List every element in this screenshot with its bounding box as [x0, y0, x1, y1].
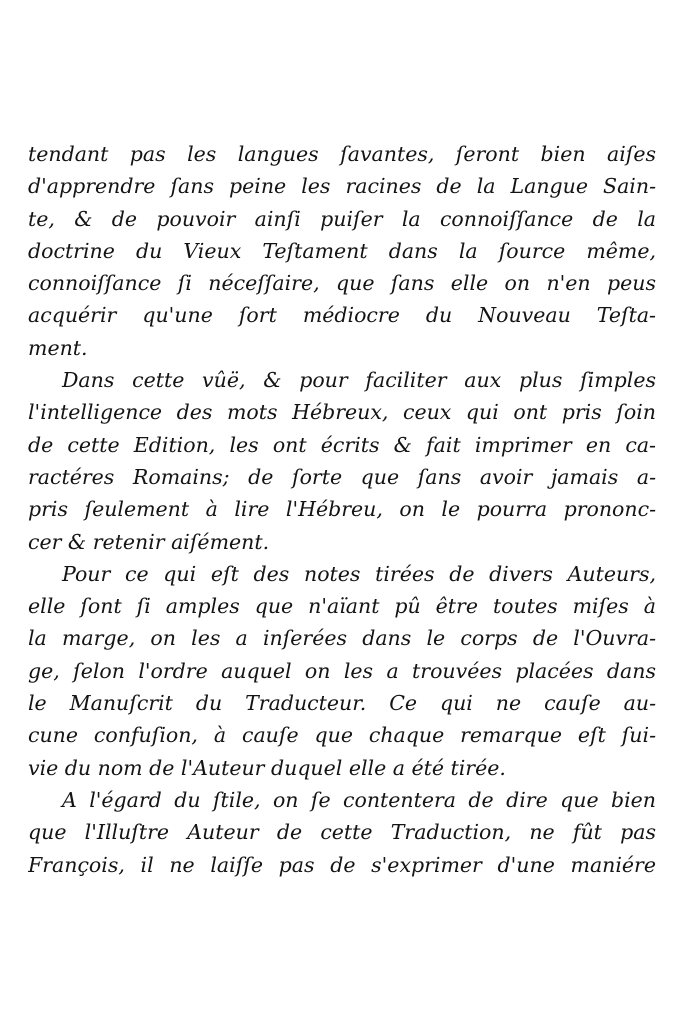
- text-line: doctrine du Vieux Teſtament dans la ſource même,: [28, 238, 656, 263]
- text-line: d'apprendre ſans peine les racines de la Langue Sain-: [28, 174, 656, 199]
- text-line: cune confuſion, à cauſe que chaque remarque eſt ſui-: [28, 723, 656, 748]
- text-line: vie du nom de l'Auteur duquel elle a été tirée.: [28, 755, 506, 780]
- text-line: cer & retenir aiſément.: [28, 529, 270, 554]
- text-line: l'intelligence des mots Hébreux, ceux qui ont pris ſoin: [28, 400, 656, 425]
- text-line: te, & de pouvoir ainſi puiſer la connoiſſance de la: [28, 206, 656, 231]
- text-line: A l'égard du ſtile, on ſe contentera de dire que bien: [62, 787, 656, 812]
- text-line: pris ſeulement à lire l'Hébreu, on le pourra prononc-: [28, 497, 656, 522]
- text-line: Pour ce qui eſt des notes tirées de divers Auteurs,: [62, 561, 656, 586]
- text-line: elle ſont ſi amples que n'aïant pû être toutes miſes à: [28, 594, 656, 619]
- text-line: acquérir qu'une ſort médiocre du Nouveau Teſta-: [28, 303, 656, 328]
- text-line: de cette Edition, les ont écrits & fait imprimer en ca-: [28, 432, 656, 457]
- text-line: que l'Illuſtre Auteur de cette Traduction, ne fût pas: [28, 820, 656, 845]
- text-line: François, il ne laiſſe pas de s'exprimer d'une maniére: [28, 852, 656, 877]
- text-line: connoiſſance ſi néceſſaire, que ſans elle on n'en peus: [28, 271, 656, 296]
- text-line: ractéres Romains; de ſorte que ſans avoir jamais a-: [28, 464, 656, 489]
- text-line: tendant pas les langues ſavantes, ſeront bien aiſes: [28, 142, 656, 166]
- body-text: [28, 138, 656, 881]
- text-line: le Manuſcrit du Traducteur. Ce qui ne cauſe au-: [28, 691, 656, 716]
- text-line: ment.: [28, 335, 88, 360]
- text-line: la marge, on les a inſerées dans le corps de l'Ouvra-: [28, 626, 656, 651]
- text-line: ge, ſelon l'ordre auquel on les a trouvées placées dans: [28, 658, 656, 683]
- text-line: Dans cette vûë, & pour faciliter aux plus ſimples: [62, 368, 656, 393]
